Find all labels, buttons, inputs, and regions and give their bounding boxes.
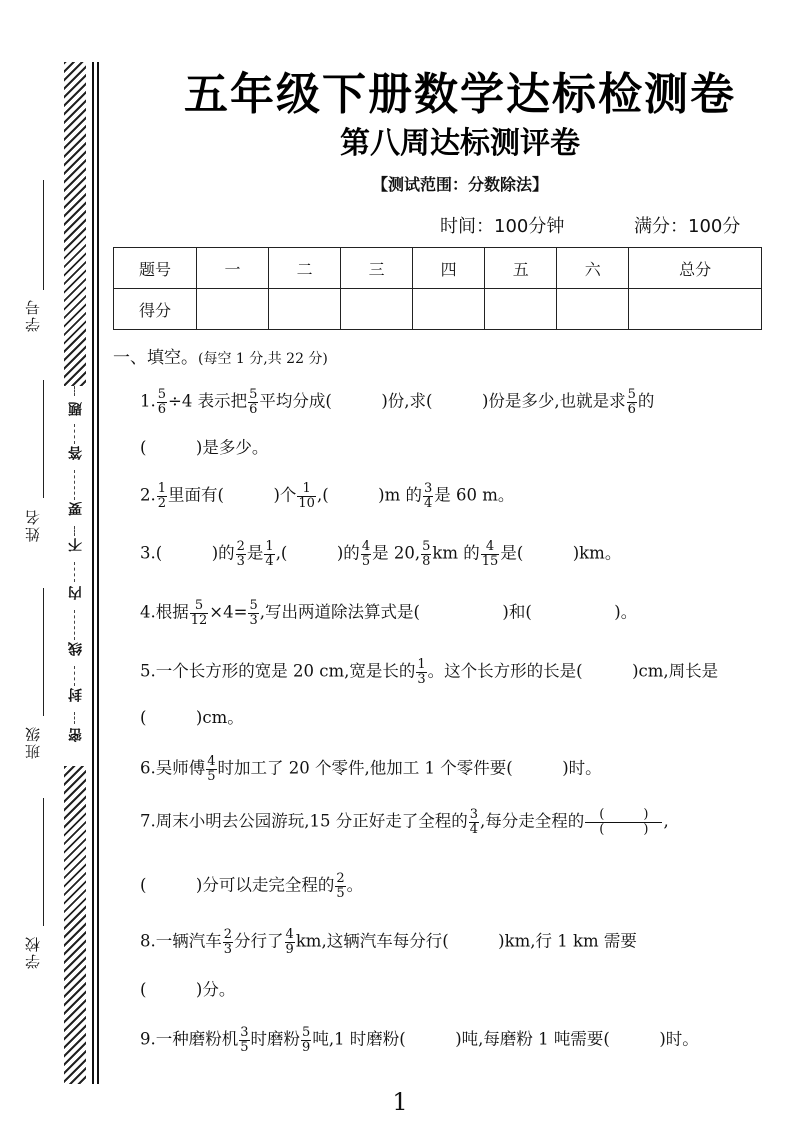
answer-blank[interactable] [610, 1030, 660, 1049]
fraction: $\frac{1}{10}$ [298, 481, 315, 511]
seal-line-column [66, 80, 84, 1080]
score-table [113, 247, 762, 330]
answer-blank[interactable] [332, 392, 382, 411]
table-cell: 题号 [114, 248, 197, 289]
score-cell[interactable] [557, 289, 629, 330]
answer-blank[interactable] [523, 544, 573, 563]
page-number: 1 [392, 1088, 408, 1116]
table-cell: 二 [269, 248, 341, 289]
answer-blank[interactable] [224, 486, 274, 505]
answer-blank[interactable] [532, 603, 615, 622]
section-note: (每空 1 分,共 22 分) [198, 351, 328, 367]
class-blank [43, 588, 44, 716]
question-3: 3.( )的 $\frac{2}{3}$ 是 $\frac{1}{4}$ ,( )的 $\frac{4}{5}$ 是 20, $\frac{5}{8}$ km 的 $\frac{4}{15}$ 是( )km。 [140, 539, 622, 569]
fraction: $\frac{3}{4}$ [423, 481, 433, 511]
test-range: 【测试范围：分数除法】 [371, 175, 548, 194]
answer-blank[interactable] [287, 544, 337, 563]
fraction: $\frac{2}{5}$ [336, 871, 345, 901]
name-blank [43, 380, 44, 498]
fraction: $\frac{5}{6}$ [627, 387, 636, 417]
answer-blank[interactable] [406, 1030, 456, 1049]
name-label: 姓名 [24, 508, 42, 542]
answer-blank[interactable] [432, 392, 482, 411]
table-cell: 一 [197, 248, 269, 289]
fraction: $\frac{1}{3}$ [417, 657, 426, 687]
table-cell: 三 [341, 248, 413, 289]
answer-blank[interactable] [513, 759, 563, 778]
fraction: $\frac{4}{5}$ [207, 754, 216, 784]
table-cell: 得分 [114, 289, 197, 330]
school-label: 学校 [24, 935, 42, 969]
score-table-score-row [114, 289, 762, 330]
margin-rule [92, 62, 94, 1084]
fraction: $\frac{4}{9}$ [285, 927, 294, 957]
score-cell[interactable] [629, 289, 762, 330]
section-heading [113, 343, 328, 368]
seal-char: 题 [68, 402, 84, 416]
question-6: 6.吴师傅 $\frac{4}{5}$ 时加工了 20 个零件,他加工 1 个零件要( )时。 [140, 754, 602, 784]
seal-char: 密 [68, 728, 84, 742]
score-cell[interactable] [413, 289, 485, 330]
seal-char: 封 [68, 688, 84, 702]
question-2: 2. $\frac{1}{2}$ 里面有( )个 $\frac{1}{10}$ ,( )m 的 $\frac{3}{4}$ 是 60 m。 [140, 481, 515, 511]
answer-blank[interactable] [329, 486, 379, 505]
question-4: 4.根据 $\frac{5}{12}$ ×4= $\frac{5}{3}$ ,写出两道除法算式是( )和( )。 [140, 598, 638, 628]
full-score: 满分：100分 [634, 216, 741, 237]
question-1-line2: ( )是多少。 [140, 438, 269, 457]
seal-char: 要 [68, 502, 84, 516]
answer-blank[interactable] [583, 662, 633, 681]
score-table-header-row [114, 248, 762, 289]
time-limit: 时间：100分钟 [440, 216, 565, 237]
question-7-line2: ( )分可以走完全程的 $\frac{2}{5}$ 。 [140, 871, 364, 901]
answer-blank[interactable] [449, 932, 499, 951]
table-cell: 四 [413, 248, 485, 289]
question-5-line2: ( )cm。 [140, 708, 244, 727]
question-8: 8.一辆汽车 $\frac{2}{3}$ 分行了 $\frac{4}{9}$ km,这辆汽车每分行( )km,行 1 km 需要 [140, 927, 637, 957]
score-cell[interactable] [269, 289, 341, 330]
fraction: $\frac{5}{9}$ [302, 1025, 311, 1055]
answer-blank[interactable] [162, 544, 212, 563]
student-no-label: 学号 [24, 298, 42, 332]
section-title: 一、填空。 [113, 348, 198, 368]
score-cell[interactable] [341, 289, 413, 330]
page-title: 五年级下册数学达标检测卷 [184, 69, 736, 120]
fraction: $\frac{2}{3}$ [223, 927, 233, 957]
score-cell[interactable] [485, 289, 557, 330]
seal-char: 内 [68, 586, 84, 600]
answer-blank[interactable] [420, 603, 503, 622]
answer-fraction-blank[interactable]: $\frac{( )}{( )}$ [585, 808, 662, 836]
fraction: $\frac{5}{6}$ [249, 387, 258, 417]
fraction: $\frac{3}{5}$ [240, 1025, 249, 1055]
fraction: $\frac{1}{2}$ [157, 481, 167, 511]
fraction: $\frac{3}{4}$ [469, 807, 479, 837]
table-cell: 五 [485, 248, 557, 289]
student-no-blank [43, 180, 44, 290]
fraction: $\frac{1}{4}$ [265, 539, 274, 569]
margin-rule [97, 62, 99, 1084]
fraction: $\frac{5}{3}$ [249, 598, 258, 628]
fraction: $\frac{4}{5}$ [361, 539, 371, 569]
school-blank [43, 798, 44, 926]
page-subtitle: 第八周达标测评卷 [340, 126, 580, 161]
fraction: $\frac{4}{15}$ [481, 539, 499, 569]
class-label: 班级 [24, 725, 42, 759]
fraction: $\frac{5}{6}$ [157, 387, 167, 417]
seal-char: 不 [68, 538, 84, 552]
question-7: 7.周末小明去公园游玩,15 分正好走了全程的 $\frac{3}{4}$ ,每分走全程的 $\frac{( )}{( )}$ , [140, 807, 669, 837]
fraction: $\frac{5}{12}$ [190, 598, 208, 628]
question-5: 5.一个长方形的宽是 20 cm,宽是长的 $\frac{1}{3}$ 。这个长方形的长是( )cm,周长是 [140, 657, 719, 687]
question-8-line2: ( )分。 [140, 980, 236, 999]
question-9: 9.一种磨粉机 $\frac{3}{5}$ 时磨粉 $\frac{5}{9}$ 吨,1 时磨粉( )吨,每磨粉 1 吨需要( )时。 [140, 1025, 699, 1055]
table-cell: 总分 [629, 248, 762, 289]
seal-char: 线 [68, 642, 84, 656]
question-1: 1. $\frac{5}{6}$ ÷4 表示把 $\frac{5}{6}$ 平均分成( )份,求( )份是多少,也就是求 $\frac{5}{6}$ 的 [140, 387, 655, 417]
score-cell[interactable] [197, 289, 269, 330]
seal-char: 答 [68, 446, 84, 460]
fraction: $\frac{2}{3}$ [236, 539, 245, 569]
table-cell: 六 [557, 248, 629, 289]
fraction: $\frac{5}{8}$ [422, 539, 431, 569]
